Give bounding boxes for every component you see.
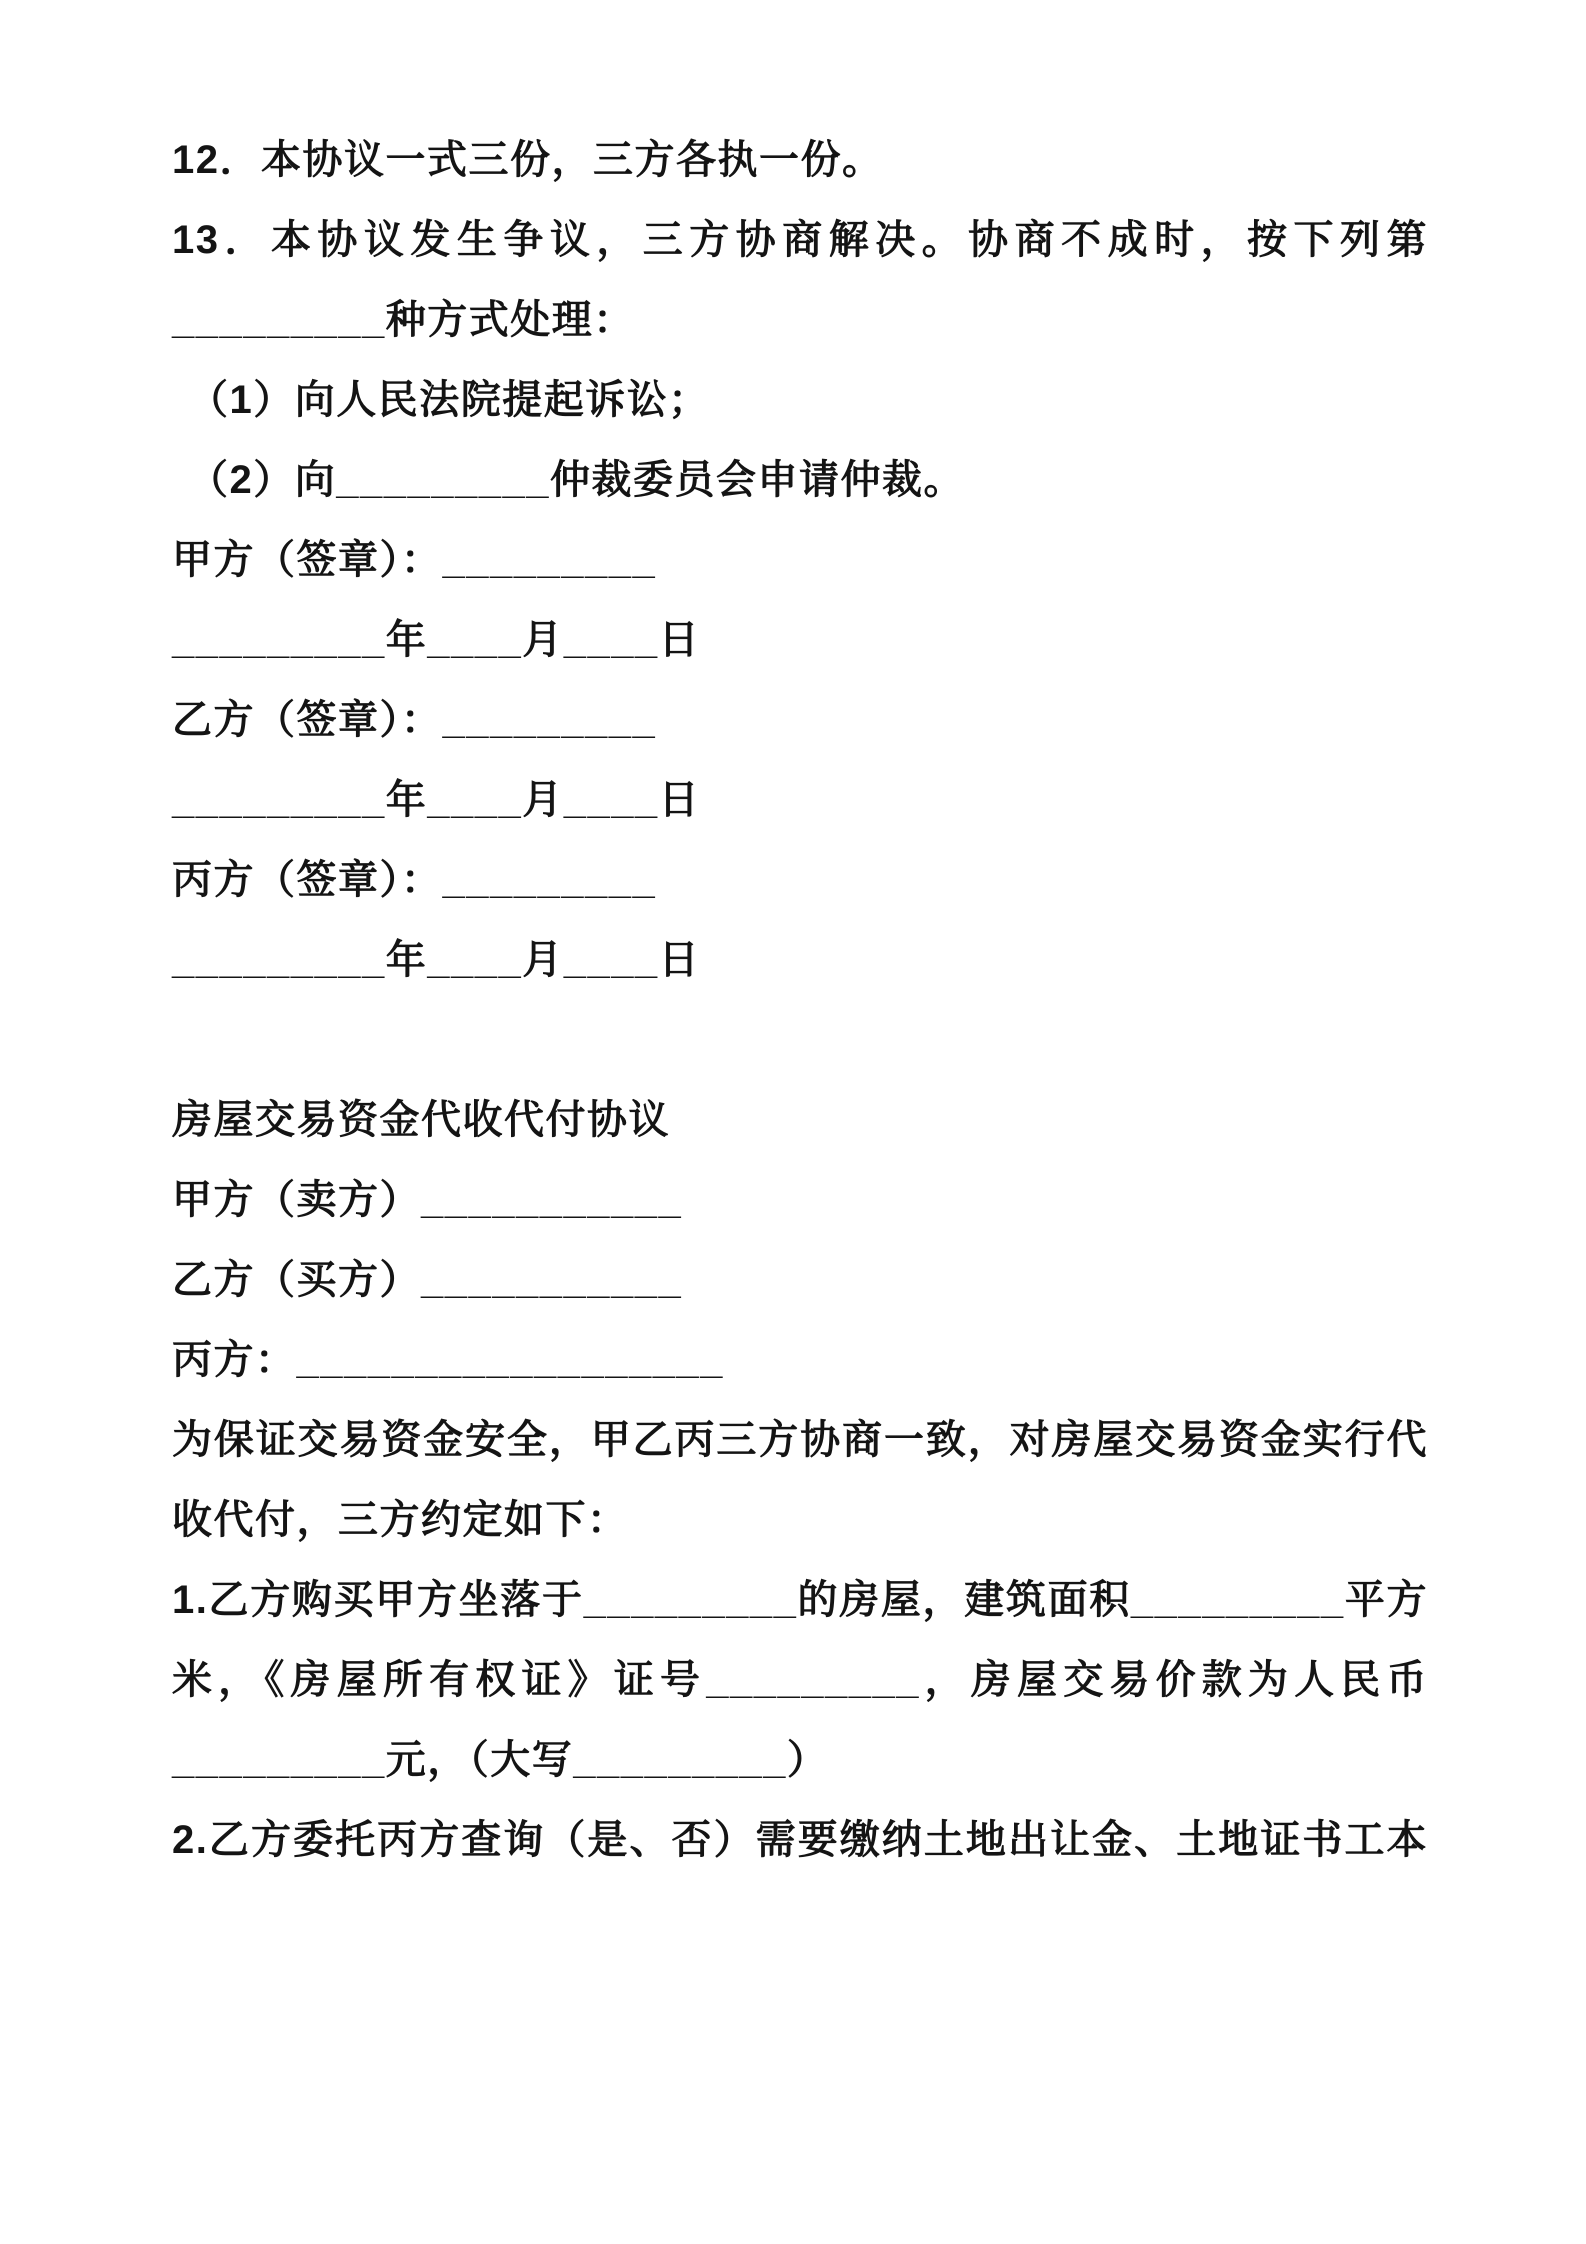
party-c-signature: 丙方（签章）：_________ bbox=[172, 858, 657, 902]
clause-13-line-1: 13．本协议发生争议，三方协商解决。协商不成时，按下列第 bbox=[172, 218, 1428, 262]
party-c-date: _________年____月____日 bbox=[172, 938, 701, 982]
preamble-line-2: 收代付，三方约定如下： bbox=[172, 1498, 629, 1542]
section-gap bbox=[172, 1000, 1428, 1080]
party-b-date: _________年____月____日 bbox=[172, 778, 701, 822]
clause-12: 12．本协议一式三份，三方各执一份。 bbox=[172, 138, 884, 182]
agreement-title: 房屋交易资金代收代付协议 bbox=[172, 1098, 670, 1142]
clause-1-line-3: _________元，（大写_________） bbox=[172, 1738, 829, 1782]
party-b-signature: 乙方（签章）：_________ bbox=[172, 698, 657, 742]
party-b-buyer: 乙方（买方）___________ bbox=[172, 1258, 683, 1302]
party-c-blank: 丙方：__________________ bbox=[172, 1338, 724, 1382]
document-body bbox=[172, 120, 1428, 1880]
party-a-signature: 甲方（签章）：_________ bbox=[172, 538, 657, 582]
party-a-date: _________年____月____日 bbox=[172, 618, 701, 662]
clause-1-line-2: 米，《房屋所有权证》证号_________，房屋交易价款为人民币 bbox=[172, 1658, 1428, 1702]
party-a-seller: 甲方（卖方）___________ bbox=[172, 1178, 683, 1222]
clause-2-line-1: 2.乙方委托丙方查询（是、否）需要缴纳土地出让金、土地证书工本 bbox=[172, 1818, 1428, 1862]
preamble-line-1: 为保证交易资金安全，甲乙丙三方协商一致，对房屋交易资金实行代 bbox=[172, 1418, 1428, 1462]
dispute-option-2: （2）向_________仲裁委员会申请仲裁。 bbox=[188, 458, 965, 502]
dispute-option-1: （1）向人民法院提起诉讼； bbox=[188, 378, 710, 422]
clause-13-line-2: _________种方式处理： bbox=[172, 298, 635, 342]
clause-1-line-1: 1.乙方购买甲方坐落于_________的房屋，建筑面积_________平方 bbox=[172, 1578, 1428, 1622]
